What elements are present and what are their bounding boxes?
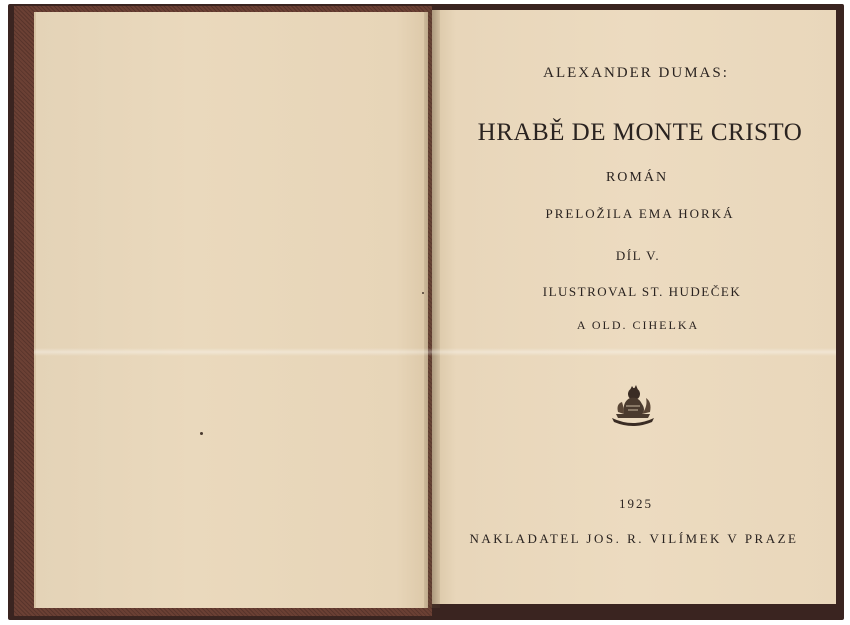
author-name: ALEXANDER DUMAS: — [543, 65, 729, 81]
left-endpaper — [34, 12, 428, 608]
book-title: HRABĚ DE MONTE CRISTO — [477, 119, 803, 146]
publisher-imprint: NAKLADATEL JOS. R. VILÍMEK V PRAZE — [469, 531, 799, 546]
publisher-emblem-icon — [608, 384, 658, 430]
title-page — [432, 10, 836, 604]
publication-year: 1925 — [619, 496, 653, 511]
translator-credit: PRELOŽILA EMA HORKÁ — [545, 206, 735, 221]
illustrator-credit-line1: ILUSTROVAL ST. HUDEČEK — [542, 284, 742, 299]
volume-number: DÍL V. — [615, 248, 661, 263]
genre-label: ROMÁN — [605, 170, 669, 185]
illustrator-credit-line2: A OLD. CIHELKA — [576, 318, 700, 332]
paper-speck — [200, 432, 203, 435]
